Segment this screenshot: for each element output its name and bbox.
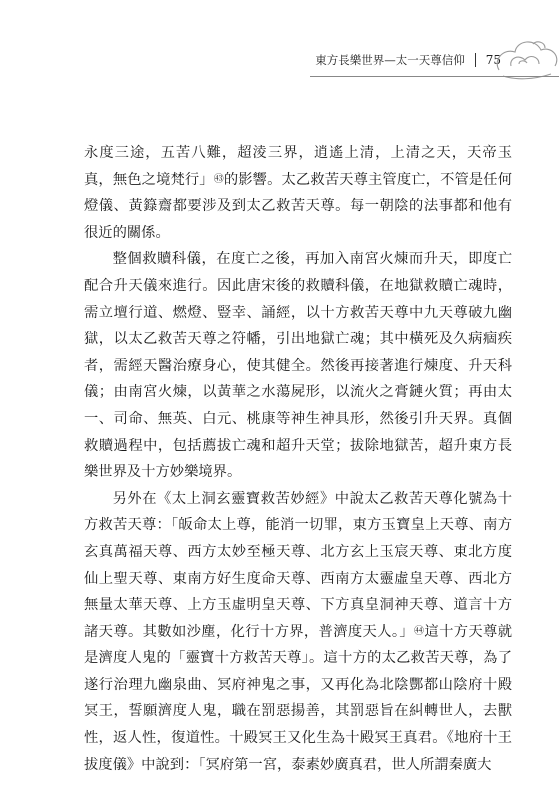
paragraph (84, 140, 512, 246)
footnote-marker: ㊹ (414, 625, 425, 637)
paragraph-text: 的影響。太乙救苦天尊主管度亡，不管是任何燈儀、黃籙齋都要涉及到太乙救苦天尊。每一朝陰的法事都和他有很近的關係。 (84, 171, 513, 241)
footnote-marker: ㊸ (213, 173, 224, 185)
paragraph-text: 這十方天尊就是濟度人鬼的「靈寶十方救苦天尊」。這十方的太乙救苦天尊，為了遂行治理九幽泉曲、冥府神鬼之事，又再化為北陰酆都山陰府十殿冥王，誓願濟度人鬼，職在罰惡揚善，其罰惡旨在糾轉世人，去獸性，返人性，復道性。十殿冥王又化生為十殿冥王真君。《地府十王拔度儀》中說到：「冥府第一宮，泰素妙廣真君，世人所謂秦廣大 (84, 623, 513, 773)
paragraph-text: 永度三途，五苦八難，超淩三界，逍遙上清，上清之天，天帝玉真，無色之境梵行」 (84, 145, 512, 188)
paragraph (84, 486, 512, 779)
cloud-ornament-icon (489, 30, 559, 90)
body-text (84, 140, 512, 778)
paragraph (84, 246, 512, 485)
running-title: 東方長樂世界—太一天尊信仰 (315, 53, 465, 67)
header-rule (310, 76, 559, 77)
running-header (315, 52, 501, 68)
paragraph-text: 整個救贖科儀，在度亡之後，再加入南宮火煉而升天，即度亡配合升天儀來進行。因此唐宋後的救贖科儀，在地獄救贖亡魂時，需立壇行道、燃燈、豎幸、誦經，以十方救苦天尊中九天尊破九幽獄，以太乙救苦天尊之符幡，引出地獄亡魂；其中橫死及久病痼疾者，需經天醫治療身心，使其健全。然後再接著進行煉度、升天科儀；由南宮火煉，以黃華之水蕩屍形，以流火之膏鏈火質；再由太一、司命、無英、白元、桃康等神生神具形，然後引升天界。真個救贖過程中，包括薦拔亡魂和超升天堂；拔除地獄苦，超升東方長樂世界及十方妙樂境界。 (84, 251, 512, 481)
header-separator (475, 53, 476, 67)
page-number: 75 (485, 53, 501, 67)
paragraph-text: 另外在《太上洞玄靈寶救苦妙經》中說太乙救苦天尊化號為十方救苦天尊：「皈命太上尊，能消一切罪，東方玉寶皇上天尊、南方玄真萬福天尊、西方太妙至極天尊、北方玄上玉宸天尊、東北方度仙上聖天尊、東南方好生度命天尊、西南方太靈虛皇天尊、西北方無量太華天尊、上方玉虛明皇天尊、下方真皇洞神天尊、道言十方諸天尊。其數如沙塵，化行十方界，普濟度天人。」 (84, 490, 512, 640)
